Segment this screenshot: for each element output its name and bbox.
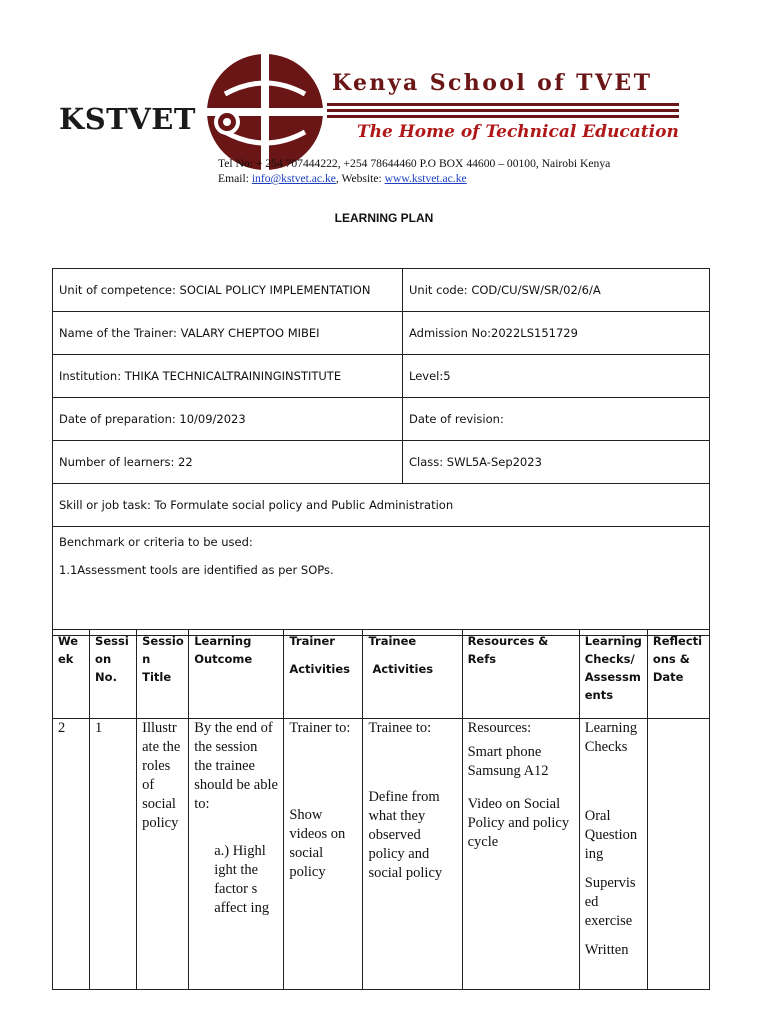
reflections-value xyxy=(653,719,704,987)
kstvet-emblem-icon xyxy=(205,52,325,172)
resources-intro: Resources: xyxy=(467,720,532,736)
week-value: 2 xyxy=(58,720,66,736)
contact-phone-address: Tel No: + 254 707444222, +254 78644460 P.O BOX 44600 – 00100, Nairobi Kenya xyxy=(218,157,611,170)
header-learning-checks: Learning Checks/ Assessm ents xyxy=(579,630,647,719)
table-header-row xyxy=(53,630,710,719)
unit-code: Unit code: COD/CU/SW/SR/02/6/A xyxy=(403,269,710,312)
trainer-activity: Show videos on social policy xyxy=(289,807,346,880)
header-trainee-activities-label: Activities xyxy=(372,662,434,676)
session-no-value: 1 xyxy=(95,720,103,736)
checks-intro: Learning Checks xyxy=(584,720,638,755)
document-title: LEARNING PLAN xyxy=(334,211,434,225)
admission-number: Admission No:2022LS151729 xyxy=(403,312,710,355)
letterhead xyxy=(45,50,681,190)
outcome-item: a.) Highl ight the factor s affect ing xyxy=(214,843,270,916)
learning-plan-table xyxy=(52,629,710,990)
website-link[interactable]: www.kstvet.ac.ke xyxy=(384,172,467,185)
resource-item: Video on Social Policy and policy cycle xyxy=(467,796,570,850)
unit-of-competence: Unit of competence: SOCIAL POLICY IMPLEMENTATION xyxy=(53,269,403,312)
header-learning-outcome: Learning Outcome xyxy=(189,630,284,719)
header-rule xyxy=(327,109,679,112)
cell-learning-outcome xyxy=(189,719,284,990)
outcome-intro: By the end of the session the trainee should be able to: xyxy=(194,720,278,812)
institution: Institution: THIKA TECHNICALTRAININGINSTITUTE xyxy=(53,355,403,398)
date-of-revision: Date of revision: xyxy=(403,398,710,441)
check-item: Written xyxy=(584,942,629,958)
check-item: Supervis ed exercise xyxy=(584,875,636,929)
header-rule xyxy=(327,115,679,118)
skill-or-job-task: Skill or job task: To Formulate social policy and Public Administration xyxy=(53,484,710,527)
cell-week xyxy=(53,719,90,990)
header-rule xyxy=(327,103,679,106)
trainee-activity: Define from what they observed policy and social policy xyxy=(368,789,443,881)
header-reflections: Reflecti ons & Date xyxy=(647,630,709,719)
benchmark-criteria xyxy=(53,527,710,636)
session-title-value: Illustr ate the roles of social policy xyxy=(142,720,181,831)
school-tagline: The Home of Technical Education xyxy=(357,122,679,142)
cell-resources xyxy=(462,719,579,990)
header-trainee-activities xyxy=(363,630,462,719)
class: Class: SWL5A-Sep2023 xyxy=(403,441,710,484)
school-name: Kenya School of TVET xyxy=(332,70,653,96)
cell-trainer-activities xyxy=(284,719,363,990)
trainer-intro: Trainer to: xyxy=(289,720,351,736)
header-session-no: Sessi on No. xyxy=(90,630,137,719)
header-trainer-activities xyxy=(284,630,363,719)
benchmark-label: Benchmark or criteria to be used: xyxy=(59,535,253,549)
header-week: We ek xyxy=(53,630,90,719)
cell-reflections xyxy=(647,719,709,990)
resource-item: Smart phone Samsung A12 xyxy=(467,744,549,779)
level: Level:5 xyxy=(403,355,710,398)
logo-text: KSTVET xyxy=(59,102,196,136)
trainer-name: Name of the Trainer: VALARY CHEPTOO MIBEI xyxy=(53,312,403,355)
header-trainee-label: Trainee xyxy=(368,634,417,648)
cell-trainee-activities xyxy=(363,719,462,990)
header-resources: Resources & Refs xyxy=(462,630,579,719)
trainee-intro: Trainee to: xyxy=(368,720,432,736)
cell-session-title xyxy=(137,719,189,990)
info-table xyxy=(52,268,710,636)
date-of-preparation: Date of preparation: 10/09/2023 xyxy=(53,398,403,441)
table-row xyxy=(53,719,710,990)
benchmark-item: 1.1Assessment tools are identified as per SOPs. xyxy=(59,563,334,577)
email-label: Email: xyxy=(218,172,252,185)
check-item: Oral Question ing xyxy=(584,808,638,862)
website-label: , Website: xyxy=(335,172,385,185)
email-link[interactable]: info@kstvet.ac.ke xyxy=(251,172,336,185)
header-trainer-label: Trainer xyxy=(289,634,335,648)
cell-session-no xyxy=(90,719,137,990)
contact-info xyxy=(218,156,610,186)
header-session-title: Sessio n Title xyxy=(137,630,189,719)
cell-learning-checks xyxy=(579,719,647,990)
header-trainer-activities-label: Activities xyxy=(289,662,351,676)
number-of-learners: Number of learners: 22 xyxy=(53,441,403,484)
